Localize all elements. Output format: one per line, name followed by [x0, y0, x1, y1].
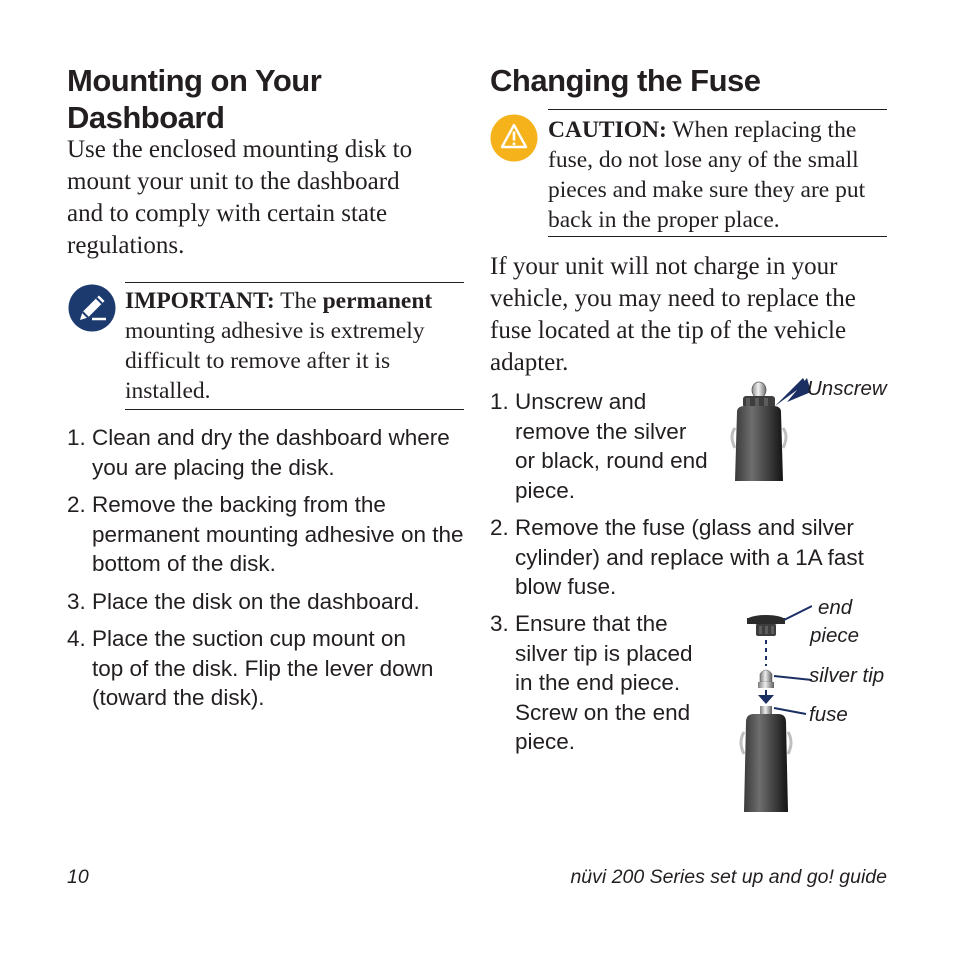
vehicle-adapter-illustration	[725, 376, 815, 484]
note-pencil-icon	[68, 284, 116, 332]
step-number: 3.	[67, 589, 86, 614]
text-line: Use the enclosed mounting disk to	[67, 136, 413, 163]
unscrew-callout: Unscrew	[807, 377, 887, 400]
heading-line: Mounting on Your	[67, 63, 322, 98]
fuse-assembly-illustration	[736, 592, 812, 814]
text-line: Ensure that the	[515, 611, 668, 636]
guide-title: nüvi 200 Series set up and go! guide	[570, 866, 887, 888]
text-line: piece.	[515, 729, 576, 754]
text-line: Unscrew and	[515, 389, 647, 414]
step-number: 1.	[490, 389, 509, 414]
list-item	[67, 587, 467, 617]
text-line: Place the suction cup mount on	[92, 626, 406, 651]
note-bottom-rule	[125, 409, 464, 410]
text-line: Place the disk on the dashboard.	[92, 589, 420, 614]
step-number: 1.	[67, 425, 86, 450]
page-number: 10	[67, 866, 89, 888]
caution-label: CAUTION:	[548, 117, 667, 143]
text-line: fuse located at the tip of the vehicle	[490, 317, 847, 344]
end-piece-callout	[818, 594, 852, 622]
text-line: cylinder) and replace with a 1A fast	[515, 544, 864, 570]
page-heading-fuse: Changing the Fuse	[490, 63, 761, 98]
list-item	[490, 609, 720, 759]
text-line: silver tip is placed	[515, 640, 693, 666]
text-line: top of the disk. Flip the lever down	[92, 655, 434, 681]
text-line: permanent mounting adhesive on the	[92, 521, 464, 547]
text-line: remove the silver	[515, 418, 687, 444]
important-label: IMPORTANT:	[125, 288, 275, 314]
text-fragment: When replacing the	[666, 117, 857, 143]
text-line: adapter.	[490, 349, 569, 376]
text-line: and to comply with certain state	[67, 200, 388, 227]
list-item	[490, 513, 890, 603]
text-line: (toward the disk).	[92, 685, 265, 710]
page-heading-mounting	[67, 62, 321, 136]
text-line: bottom of the disk.	[92, 551, 276, 576]
text-line: mount your unit to the dashboard	[67, 168, 400, 195]
callout-line: end	[818, 596, 853, 619]
fuse-callout: fuse	[809, 703, 848, 726]
text-line: or black, round end	[515, 448, 708, 473]
end-piece-callout-line2: piece	[810, 624, 860, 647]
heading-line: Dashboard	[67, 100, 225, 135]
text-line: you are placing the disk.	[92, 454, 335, 480]
text-line: Clean and dry the dashboard where	[92, 425, 450, 450]
caution-note	[548, 115, 888, 235]
text-line: Remove the backing from the	[92, 492, 386, 517]
emphasis-text: permanent	[322, 288, 433, 314]
text-line: piece.	[515, 477, 576, 503]
list-item	[490, 387, 720, 507]
silver-tip-callout: silver tip	[809, 664, 885, 687]
text-fragment: The	[274, 288, 323, 314]
step-number: 3.	[490, 611, 509, 636]
text-line: installed.	[125, 378, 211, 404]
step-number: 2.	[490, 515, 509, 540]
text-line: back in the proper place.	[548, 207, 780, 233]
text-line: difficult to remove after it is	[125, 348, 391, 374]
step-number: 2.	[67, 492, 86, 517]
text-line: Remove the fuse (glass and silver	[515, 515, 854, 540]
text-line: mounting adhesive is extremely	[125, 318, 425, 344]
list-item	[67, 423, 467, 483]
caution-bottom-rule	[548, 236, 887, 237]
text-line: blow fuse.	[515, 574, 617, 599]
text-line: Screw on the end	[515, 699, 691, 725]
text-line: vehicle, you may need to replace the	[490, 285, 856, 312]
step-number: 4.	[67, 626, 86, 651]
list-item	[67, 490, 467, 580]
important-note	[125, 286, 465, 406]
list-item	[67, 624, 467, 714]
warning-triangle-icon	[490, 114, 538, 162]
text-line: fuse, do not lose any of the small	[548, 147, 859, 173]
mounting-intro-paragraph	[67, 134, 467, 262]
text-line: pieces and make sure they are put	[548, 177, 866, 203]
text-line: in the end piece.	[515, 670, 681, 695]
caution-top-rule	[548, 109, 887, 110]
fuse-intro-paragraph	[490, 251, 890, 379]
text-line: regulations.	[67, 232, 185, 259]
note-top-rule	[125, 282, 464, 283]
text-line: If your unit will not charge in your	[490, 253, 838, 280]
